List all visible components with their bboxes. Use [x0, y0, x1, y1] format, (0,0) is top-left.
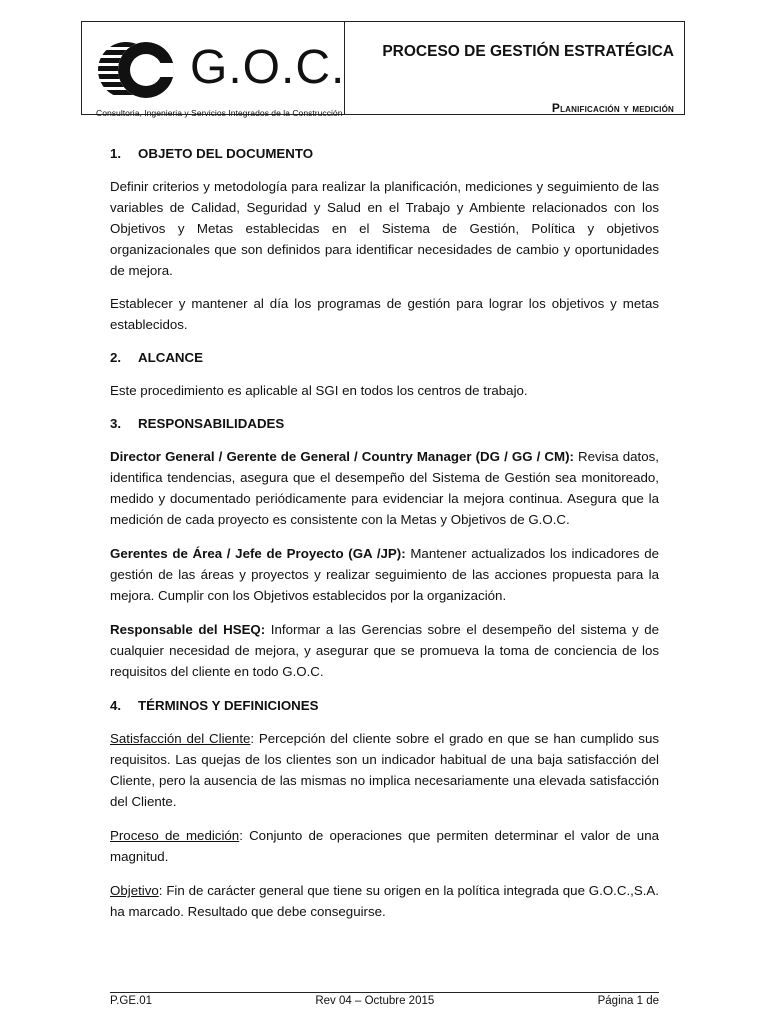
page-footer: [110, 992, 659, 1007]
role-label: Gerentes de Área / Jefe de Proyecto (GA /JP):: [110, 546, 406, 561]
section-heading-terminos: [110, 695, 659, 716]
title-cell: [345, 22, 684, 114]
document-subtitle: Planificación y medición: [551, 101, 674, 115]
paragraph: Establecer y mantener al día los programas de gestión para lograr los objetivos y metas establecidos.: [110, 296, 659, 332]
page-number: Página 1 de: [597, 995, 659, 1007]
document-header: [81, 21, 685, 118]
definition-term: Objetivo: [110, 883, 159, 898]
paragraph: Este procedimiento es aplicable al SGI en todos los centros de trabajo.: [110, 383, 528, 398]
role-label: Responsable del HSEQ:: [110, 622, 266, 637]
section-title: OBJETO DEL DOCUMENTO: [138, 146, 314, 161]
role-description: Informar a las Gerencias sobre el desempeño del sistema y de cualquier necesidad de mejora, y asegurar que se promueva la toma de conciencia de los requisitos del cliente en todo G.O.C.: [110, 622, 659, 679]
section-title: RESPONSABILIDADES: [138, 416, 285, 431]
section-heading-alcance: [110, 347, 659, 368]
revision-info: Rev 04 – Octubre 2015: [315, 995, 435, 1007]
section-number: 3.: [110, 416, 122, 431]
definition-paragraph: [110, 825, 659, 867]
role-label: Director General / Gerente de General / Country Manager (DG / GG / CM):: [110, 449, 574, 464]
section-title: TÉRMINOS Y DEFINICIONES: [138, 698, 319, 713]
definition-term: Proceso de medición: [110, 828, 240, 843]
role-description: Mantener actualizados los indicadores de gestión de las áreas y proyectos y realizar seguimiento de las acciones propuesta para la mejora. Cumplir con los Objetivos establecidos por la organización.: [110, 546, 659, 603]
section-heading-responsabilidades: [110, 413, 659, 434]
section-heading-objeto: [110, 143, 659, 164]
responsibility-paragraph: [110, 543, 659, 606]
definition-text: : Conjunto de operaciones que permiten determinar el valor de una magnitud.: [110, 828, 659, 864]
paragraph: Definir criterios y metodología para realizar la planificación, mediciones y seguimiento de las variables de Calidad, Seguridad y Salud en el Trabajo y Ambiente relacionados con los Objetivos y Metas establecidas en el Sistema de Gestión, Política y objetivos organizacionales que son definidos para identificar necesidades de cambio y oportunidades de mejora.: [110, 179, 659, 278]
role-description: Revisa datos, identifica tendencias, asegura que el desempeño del Sistema de Gestión sea monitoreado, medido y documentado periódicamente para evidenciar la mejora continua. Asegura que la medición de cada proyecto es consistente con la Metas y Objetivos de G.O.C.: [110, 449, 659, 527]
definition-text: : Percepción del cliente sobre el grado en que se han cumplido sus requisitos. Las quejas de los clientes son un indicador habitual de una baja satisfacción del Cliente, pero la ausencia de las mismas no implica necesariamente una elevada satisfacción del Cliente.: [110, 731, 659, 809]
document-title: PROCESO DE GESTIÓN ESTRATÉGICA: [382, 43, 674, 60]
logo-tagline: Consultoria, Ingenieria y Servicios Integrados de la Construcción: [96, 108, 343, 118]
logo-cell: [82, 22, 346, 118]
section-number: 4.: [110, 698, 122, 713]
document-code: P.GE.01: [110, 995, 152, 1007]
document-body: [110, 143, 659, 935]
section-number: 1.: [110, 146, 122, 161]
logo-text: G.O.C.: [190, 41, 346, 94]
section-number: 2.: [110, 350, 122, 365]
responsibility-paragraph: [110, 446, 659, 530]
goc-logo-icon: [96, 35, 176, 105]
section-title: ALCANCE: [138, 350, 204, 365]
definition-text: : Fin de carácter general que tiene su origen en la política integrada que G.O.C.,S.A. ha marcado. Resultado que debe conseguirse.: [110, 883, 659, 919]
responsibility-paragraph: [110, 619, 659, 682]
definition-paragraph: [110, 728, 659, 812]
definition-term: Satisfacción del Cliente: [110, 731, 251, 746]
definition-paragraph: [110, 880, 659, 922]
